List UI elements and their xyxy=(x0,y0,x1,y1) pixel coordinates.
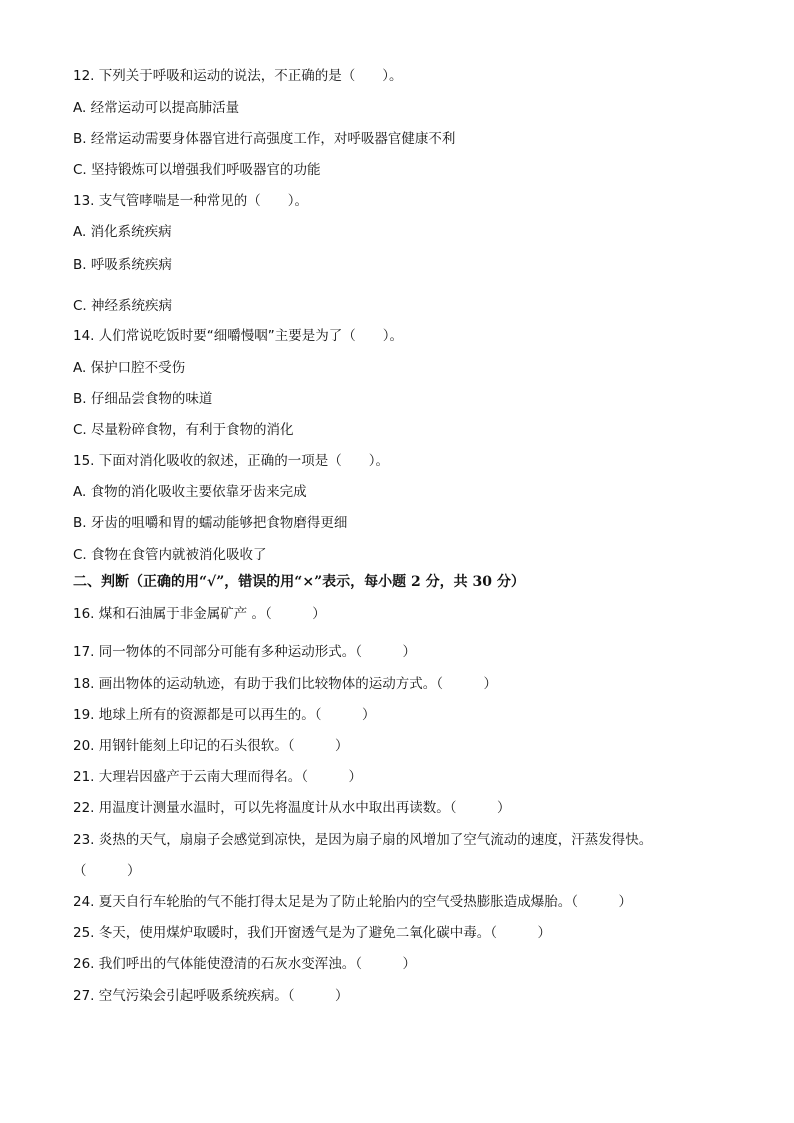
judgment-17: 17. 同一物体的不同部分可能有多种运动形式。（ ） xyxy=(73,644,417,660)
question-15-option-b: B. 牙齿的咀嚼和胃的蠕动能够把食物磨得更细 xyxy=(73,515,348,531)
question-12-stem: 12. 下列关于呼吸和运动的说法，不正确的是（ ）。 xyxy=(73,68,403,84)
question-13-option-b: B. 呼吸系统疾病 xyxy=(73,257,172,273)
judgment-18: 18. 画出物体的运动轨迹，有助于我们比较物体的运动方式。（ ） xyxy=(73,676,498,692)
judgment-20: 20. 用钢针能刻上印记的石头很软。（ ） xyxy=(73,738,349,754)
judgment-22: 22. 用温度计测量水温时，可以先将温度计从水中取出再读数。（ ） xyxy=(73,800,511,816)
question-15-stem: 15. 下面对消化吸收的叙述，正确的一项是（ ）。 xyxy=(73,453,390,469)
question-14-option-b: B. 仔细品尝食物的味道 xyxy=(73,391,213,407)
question-13-stem: 13. 支气管哮喘是一种常见的（ ）。 xyxy=(73,193,309,209)
question-12-option-b: B. 经常运动需要身体器官进行高强度工作，对呼吸器官健康不利 xyxy=(73,131,456,147)
judgment-25: 25. 冬天，使用煤炉取暖时，我们开窗透气是为了避免二氧化碳中毒。（ ） xyxy=(73,925,552,941)
judgment-16: 16. 煤和石油属于非金属矿产 。（ ） xyxy=(73,606,326,622)
question-13-option-c: C. 神经系统疾病 xyxy=(73,298,173,314)
question-14-option-c: C. 尽量粉碎食物，有利于食物的消化 xyxy=(73,422,294,438)
question-14-option-a: A. 保护口腔不受伤 xyxy=(73,360,186,376)
section-2-title: 二、判断（正确的用“√”，错误的用“×”表示，每小题 2 分，共 30 分） xyxy=(73,574,525,590)
judgment-27: 27. 空气污染会引起呼吸系统疾病。（ ） xyxy=(73,988,349,1004)
judgment-24: 24. 夏天自行车轮胎的气不能打得太足是为了防止轮胎内的空气受热膨胀造成爆胎。（ ） xyxy=(73,894,633,910)
judgment-23: 23. 炎热的天气，扇扇子会感觉到凉快，是因为扇子扇的风增加了空气流动的速度，汗蒸发得快。 xyxy=(73,832,653,848)
question-15-option-c: C. 食物在食管内就被消化吸收了 xyxy=(73,547,267,563)
question-13-option-a: A. 消化系统疾病 xyxy=(73,224,172,240)
judgment-21: 21. 大理岩因盛产于云南大理而得名。（ ） xyxy=(73,769,363,785)
judgment-26: 26. 我们呼出的气体能使澄清的石灰水变浑浊。（ ） xyxy=(73,956,417,972)
question-15-option-a: A. 食物的消化吸收主要依靠牙齿来完成 xyxy=(73,484,307,500)
judgment-19: 19. 地球上所有的资源都是可以再生的。（ ） xyxy=(73,707,376,723)
judgment-23-blank: （ ） xyxy=(73,863,141,879)
question-12-option-a: A. 经常运动可以提高肺活量 xyxy=(73,100,240,116)
question-12-option-c: C. 坚持锻炼可以增强我们呼吸器官的功能 xyxy=(73,162,321,178)
question-14-stem: 14. 人们常说吃饭时要“细嚼慢咽”主要是为了（ ）。 xyxy=(73,328,403,344)
